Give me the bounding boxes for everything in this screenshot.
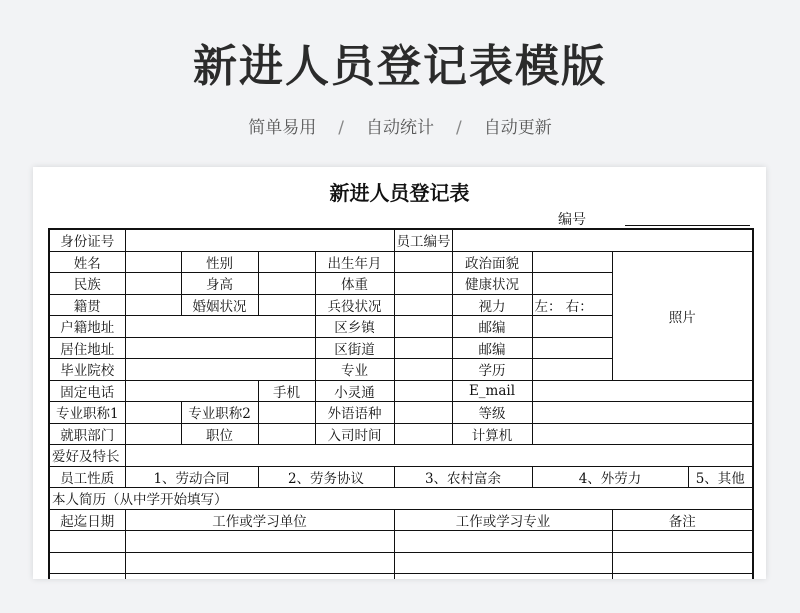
employee-type-label: 员工性质 <box>49 466 125 488</box>
language-field[interactable] <box>394 402 452 424</box>
landline-field[interactable] <box>125 380 258 402</box>
birth-field[interactable] <box>394 251 452 273</box>
marital-field[interactable] <box>258 294 315 316</box>
resume-unit-field[interactable] <box>125 531 394 553</box>
name-field[interactable] <box>125 251 181 273</box>
form-sheet <box>33 167 766 579</box>
resume-section-label: 本人简历（从中学开始填写） <box>49 488 753 510</box>
district-street-label: 区街道 <box>315 337 394 359</box>
weight-label: 体重 <box>315 273 394 295</box>
resume-unit-field[interactable] <box>125 552 394 574</box>
registration-table <box>48 228 754 579</box>
education-label: 学历 <box>452 359 532 381</box>
resume-major-field[interactable] <box>394 574 612 580</box>
photo-label: 照片 <box>668 309 696 326</box>
height-label: 身高 <box>181 273 258 295</box>
resume-major-field[interactable] <box>394 552 612 574</box>
birth-label: 出生年月 <box>315 251 394 273</box>
vision-label: 视力 <box>452 294 532 316</box>
military-label: 兵役状况 <box>315 294 394 316</box>
form-title: 新进人员登记表 <box>329 181 470 205</box>
id-number-label: 身份证号 <box>49 229 125 251</box>
level-label: 等级 <box>452 402 532 424</box>
separator: / <box>456 118 462 138</box>
photo-box[interactable] <box>612 251 753 380</box>
major-field[interactable] <box>394 359 452 381</box>
feature-auto-stats: 自动统计 <box>366 118 434 138</box>
resume-dates-field[interactable] <box>49 574 125 580</box>
department-label: 就职部门 <box>49 423 125 445</box>
title2-field[interactable] <box>258 402 315 424</box>
title1-field[interactable] <box>125 402 181 424</box>
employee-no-field[interactable] <box>452 229 753 251</box>
native-place-field[interactable] <box>125 294 181 316</box>
language-label: 外语语种 <box>315 402 394 424</box>
phs-field[interactable] <box>394 380 452 402</box>
serial-input-line[interactable] <box>625 225 750 226</box>
department-field[interactable] <box>125 423 181 445</box>
resume-notes-field[interactable] <box>612 552 753 574</box>
politics-label: 政治面貌 <box>452 251 532 273</box>
resume-dates-field[interactable] <box>49 552 125 574</box>
serial-label: 编号 <box>558 212 586 228</box>
employee-type-option[interactable]: 1、劳动合同 <box>125 466 258 488</box>
page-title: 新进人员登记表模版 <box>193 41 607 92</box>
resume-notes-field[interactable] <box>612 574 753 580</box>
feature-easy: 简单易用 <box>248 118 317 138</box>
feature-tagline <box>0 113 800 138</box>
name-label: 姓名 <box>49 251 125 273</box>
marital-label: 婚姻状况 <box>181 294 258 316</box>
level-field[interactable] <box>532 402 753 424</box>
hobbies-field[interactable] <box>125 445 753 467</box>
id-number-field[interactable] <box>125 229 394 251</box>
feature-auto-update: 自动更新 <box>483 118 552 138</box>
email-field[interactable] <box>532 380 753 402</box>
education-field[interactable] <box>532 359 612 381</box>
home-address-label: 居住地址 <box>49 337 125 359</box>
resume-header-dates: 起迄日期 <box>49 509 125 531</box>
weight-field[interactable] <box>394 273 452 295</box>
politics-field[interactable] <box>532 251 612 273</box>
resume-notes-field[interactable] <box>612 531 753 553</box>
resume-major-field[interactable] <box>394 531 612 553</box>
join-date-field[interactable] <box>394 423 452 445</box>
gender-label: 性别 <box>181 251 258 273</box>
resume-header-notes: 备注 <box>612 509 753 531</box>
employee-type-option[interactable]: 4、外劳力 <box>532 466 688 488</box>
height-field[interactable] <box>258 273 315 295</box>
major-label: 专业 <box>315 359 394 381</box>
resume-header-major: 工作或学习专业 <box>394 509 612 531</box>
resume-unit-field[interactable] <box>125 574 394 580</box>
health-label: 健康状况 <box>452 273 532 295</box>
school-label: 毕业院校 <box>49 359 125 381</box>
district-street-field[interactable] <box>394 337 452 359</box>
join-date-label: 入司时间 <box>315 423 394 445</box>
home-postcode-field[interactable] <box>532 337 612 359</box>
landline-label: 固定电话 <box>49 380 125 402</box>
separator: / <box>338 118 344 138</box>
hukou-address-label: 户籍地址 <box>49 316 125 338</box>
gender-field[interactable] <box>258 251 315 273</box>
postcode-field[interactable] <box>532 316 612 338</box>
resume-dates-field[interactable] <box>49 531 125 553</box>
mobile-label: 手机 <box>258 380 315 402</box>
title2-label: 专业职称2 <box>181 402 258 424</box>
ethnicity-label: 民族 <box>49 273 125 295</box>
home-postcode-label: 邮编 <box>452 337 532 359</box>
computer-field[interactable] <box>532 423 753 445</box>
position-label: 职位 <box>181 423 258 445</box>
hobbies-label: 爱好及特长 <box>49 445 125 467</box>
native-place-label: 籍贯 <box>49 294 125 316</box>
postcode-label: 邮编 <box>452 316 532 338</box>
health-field[interactable] <box>532 273 612 295</box>
vision-field[interactable]: 左： 右： <box>532 294 612 316</box>
employee-type-option[interactable]: 5、其他 <box>688 466 753 488</box>
phs-label: 小灵通 <box>315 380 394 402</box>
title1-label: 专业职称1 <box>49 402 125 424</box>
district-town-label: 区乡镇 <box>315 316 394 338</box>
hukou-address-field[interactable] <box>125 316 315 338</box>
district-town-field[interactable] <box>394 316 452 338</box>
home-address-field[interactable] <box>125 337 315 359</box>
employee-no-label: 员工编号 <box>394 229 452 251</box>
employee-type-option[interactable]: 2、劳务协议 <box>258 466 394 488</box>
email-label: E_mail <box>452 380 532 402</box>
ethnicity-field[interactable] <box>125 273 181 295</box>
resume-header-unit: 工作或学习单位 <box>125 509 394 531</box>
computer-label: 计算机 <box>452 423 532 445</box>
position-field[interactable] <box>258 423 315 445</box>
military-field[interactable] <box>394 294 452 316</box>
school-field[interactable] <box>125 359 315 381</box>
employee-type-option[interactable]: 3、农村富余 <box>394 466 532 488</box>
